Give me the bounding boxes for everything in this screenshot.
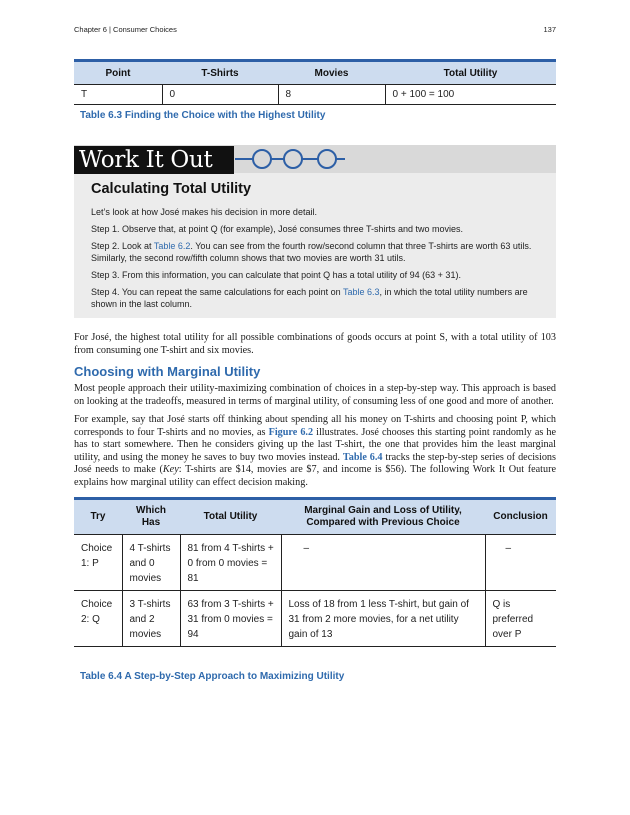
paragraph [74,414,556,489]
column-header: T-Shirts [162,61,278,85]
table-cell: 63 from 3 T-shirts + 31 from 0 movies = 94 [180,591,281,647]
table-cell: 0 + 100 = 100 [392,89,455,100]
table-header-row [74,61,556,85]
step-4 [91,286,544,310]
key-label: Key [162,464,179,475]
paragraph-text: For example, say that José starts off thinking about spending all his money on T-shirts and choosing point P, which corresponds to four T-shirts and no movies, as [74,414,556,438]
table-header-row [74,499,556,535]
table-6-3-link[interactable]: Table 6.3 [343,287,380,297]
work-it-out-label: Work It Out [74,146,234,174]
page-number: 137 [543,25,556,34]
section-heading: Choosing with Marginal Utility [74,364,261,379]
column-header: Marginal Gain and Loss of Utility, Compared with Previous Choice [281,499,485,535]
table-cell: – [281,535,485,591]
table-cell: Q is preferred over P [492,599,534,640]
paragraph: For José, the highest total utility for all possible combinations of goods occurs at point S, with a total utility of 103 from consuming one T-shirt and six movies. [74,332,556,356]
table-caption: Table 6.3 Finding the Choice with the Highest Utility [80,110,326,121]
table-cell: Choice 2: Q [74,591,122,647]
step-4-text: , in which the total utility numbers are shown in the last column. [91,287,528,309]
table-caption: Table 6.4 A Step-by-Step Approach to Maximizing Utility [80,671,345,682]
step-intro: Let’s look at how José makes his decision in more detail. [91,207,317,217]
table-cell: T [74,85,162,105]
step-2 [91,240,544,264]
running-head [74,25,556,37]
work-it-out-title: Calculating Total Utility [91,181,252,197]
step-3: Step 3. From this information, you can calculate that point Q has a total utility of 94 (63 + 31). [91,270,461,280]
table-row [74,535,556,591]
paragraph-text: : T-shirts are $14, movies are $7, and income is $56). The following Work It Out feature explains how marginal utility can effect decision making. [74,464,557,488]
work-it-out-box [74,145,556,318]
column-header: Conclusion [485,499,556,535]
column-header: Total Utility [180,499,281,535]
table-cell: 3 T-shirts and 2 movies [122,591,180,647]
chapter-title: Chapter 6 | Consumer Choices [74,25,177,34]
table-row [74,85,556,105]
paragraph-text: tracks the step-by-step series of decisions José needs to make ( [74,451,556,475]
table-6-4-link[interactable]: Table 6.4 [342,451,383,463]
column-header: Point [74,61,162,85]
table-6-3 [74,59,556,105]
step-1: Step 1. Observe that, at point Q (for example), José consumes three T-shirts and two movies. [91,224,464,234]
step-4-text: Step 4. You can repeat the same calculations for each point on [91,287,344,297]
table-cell: 81 from 4 T-shirts + 0 from 0 movies = 81 [180,535,281,591]
column-header: Try [74,499,122,535]
paragraph-text: illustrates. José chooses this starting point randomly as he has to start somewhere. Then he considers giving up the last T-shirt, the one that provides him the least marginal utility, and using the money he saves to buy two movies instead. [74,426,556,463]
table-cell: Choice 1: P [74,535,122,591]
table-row [74,591,556,647]
table-cell: – [485,535,556,591]
step-2-text: . You can see from the fourth row/second column that three T-shirts are worth 63 utils. Similarly, the second row/fifth column shows that two movies are worth 31 utils. [91,241,532,263]
table-cell: 4 T-shirts and 0 movies [122,535,180,591]
table-6-4 [74,497,556,647]
column-header: Movies [278,61,385,85]
table-6-2-link[interactable]: Table 6.2 [153,241,191,251]
figure-6-2-link[interactable]: Figure 6.2 [268,426,314,438]
table-cell: Loss of 18 from 1 less T-shirt, but gain of 31 from 2 more movies, for a net utility gain of 13 [281,591,485,647]
column-header: Which Has [122,499,180,535]
step-2-text: Step 2. Look at [91,241,154,251]
circles-decoration-icon [235,148,345,170]
work-it-out-steps [91,206,544,315]
table-cell: 0 [162,85,278,105]
column-header: Total Utility [385,61,556,85]
table-cell: 8 [278,85,385,105]
paragraph: Most people approach their utility-maximizing combination of choices in a step-by-step way. This approach is based on looking at the tradeoffs, measured in terms of marginal utility, of consuming less of one good and more of another. [74,383,556,407]
